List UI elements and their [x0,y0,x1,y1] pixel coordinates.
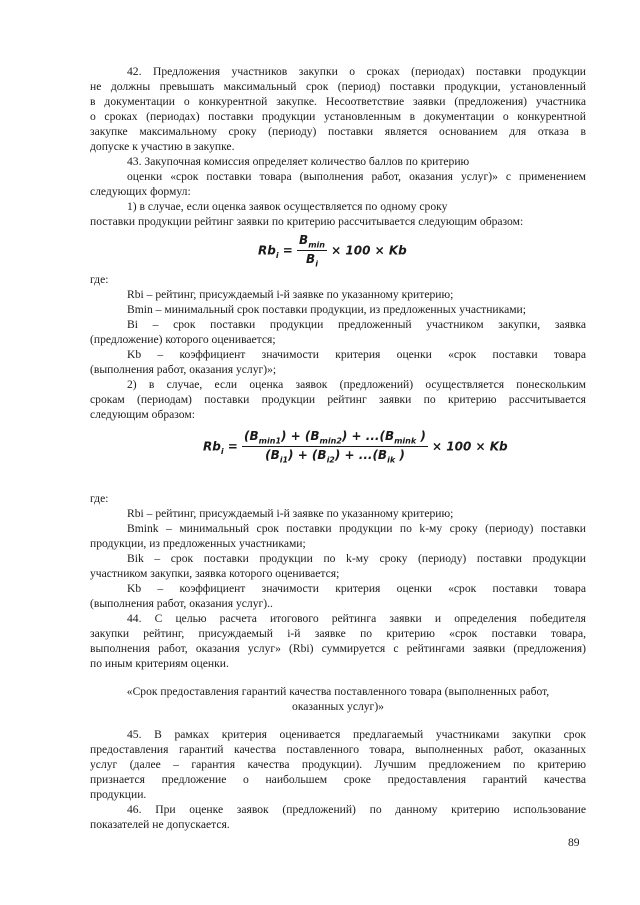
text-line: (предложение) которого оценивается; [90,333,276,346]
text-line: 45. В рамках критерия оценивается предлагаемый участниками закупки срок [127,728,586,741]
text-line: Kb – коэффициент значимости критерия оценки «срок поставки товара [127,348,586,361]
text-line: поставки продукции рейтинг заявки по критерию рассчитывается следующим образом: [90,215,524,228]
text-line: 1) в случае, если оценка заявок осуществляется по одному сроку [127,200,448,213]
text-line: по иным критериям оценки. [90,657,229,670]
text-line: где: [90,492,109,505]
text-line: о сроках (периодах) поставки продукции установленным в документации о конкурентной [90,110,586,123]
text-line: следующих формул: [90,185,191,198]
text-line: (выполнения работ, оказания услуг).. [90,597,273,610]
text-line: продукции, из предложенных участниками; [90,537,306,550]
text-line: следующим образом: [90,408,195,421]
text-line: в документации о конкурентной закупке. Несоответствие заявки (предложения) участника [90,95,586,108]
page-number: 89 [568,836,580,849]
text-line: показателей не допускается. [90,818,230,831]
text-line: Bik – срок поставки продукции по k-му сроку (периоду) поставки продукции [127,552,586,565]
text-line: 44. С целью расчета итогового рейтинга заявки и определения победителя [127,612,586,625]
text-line: участником закупки, заявка которого оценивается; [90,567,340,580]
text-line: где: [90,273,109,286]
section-heading-line2: оказанных услуг)» [292,700,384,713]
text-line: продукции. [90,788,147,801]
text-line: 46. При оценке заявок (предложений) по данному критерию использование [127,803,586,816]
text-line: закупки рейтинг, присуждаемый i-й заявке по критерию «срок поставки товара, [90,627,586,640]
text-line: Rbi – рейтинг, присуждаемый i-й заявке по указанному критерию; [127,507,454,520]
text-line: Bmin – минимальный срок поставки продукции, из предложенных участниками; [127,303,526,316]
text-line: предоставления гарантий качества поставленного товара, выполненных работ, оказанных [90,743,586,756]
text-line: Bmink – минимальный срок поставки продукции по k-му сроку (периоду) поставки [127,522,586,535]
text-line: (выполнения работ, оказания услуг)»; [90,363,277,376]
text-line: выполнения работ, оказания услуг» (Rbi) суммируется с рейтингами заявки (предложения) [90,642,586,655]
text-line: услуг (далее – гарантия качества продукции). Лучшим предложением по критерию [90,758,586,771]
section-heading-line1: «Срок предоставления гарантий качества поставленного товара (выполненных работ, [126,685,550,698]
text-line: Bi – срок поставки продукции предложенный участником закупки, заявка [127,318,586,331]
text-line: не должны превышать максимальный срок (период) поставки продукции, установленный [90,80,586,93]
text-line: оценки «срок поставки товара (выполнения работ, оказания услуг)» с применением [127,170,586,183]
formula-single-term: $Rb_i$ = $\frac{B_{min}}{B_i}$ × 100 × Kb [258,233,407,269]
text-line: закупке максимальному сроку (периоду) поставки является основанием для отказа в [90,125,586,138]
text-line: 43. Закупочная комиссия определяет количество баллов по критерию [127,155,470,168]
text-line: Rbi – рейтинг, присуждаемый i-й заявке по указанному критерию; [127,288,454,301]
text-line: Kb – коэффициент значимости критерия оценки «срок поставки товара [127,582,586,595]
text-line: срокам (периодам) поставки продукции рейтинг заявки по критерию рассчитывается [90,393,586,406]
text-line: признается предложение о наибольшем сроке предоставления гарантий качества [90,773,586,786]
fraction: $\frac{B_{min}}{B_i}$ [299,233,325,269]
text-line: 42. Предложения участников закупки о сроках (периодах) поставки продукции [127,65,586,78]
fraction: $\frac{(B_{min1}) + (B_{min2}) + ...(B_{mink} )}{(B_{i1}) + (B_{i2}) + ...(B_{ik} )}$ [244,429,426,465]
text-line: допуске к участию в закупке. [90,140,235,153]
text-line: 2) в случае, если оценка заявок (предложений) осуществляется понескольким [127,378,586,391]
formula-multi-term: $Rb_i$ = $\frac{(B_{min1}) + (B_{min2}) + ...(B_{mink} )}{(B_{i1}) + (B_{i2}) + ...(B_{ik} )}$ × 100 × Kb [203,429,508,465]
